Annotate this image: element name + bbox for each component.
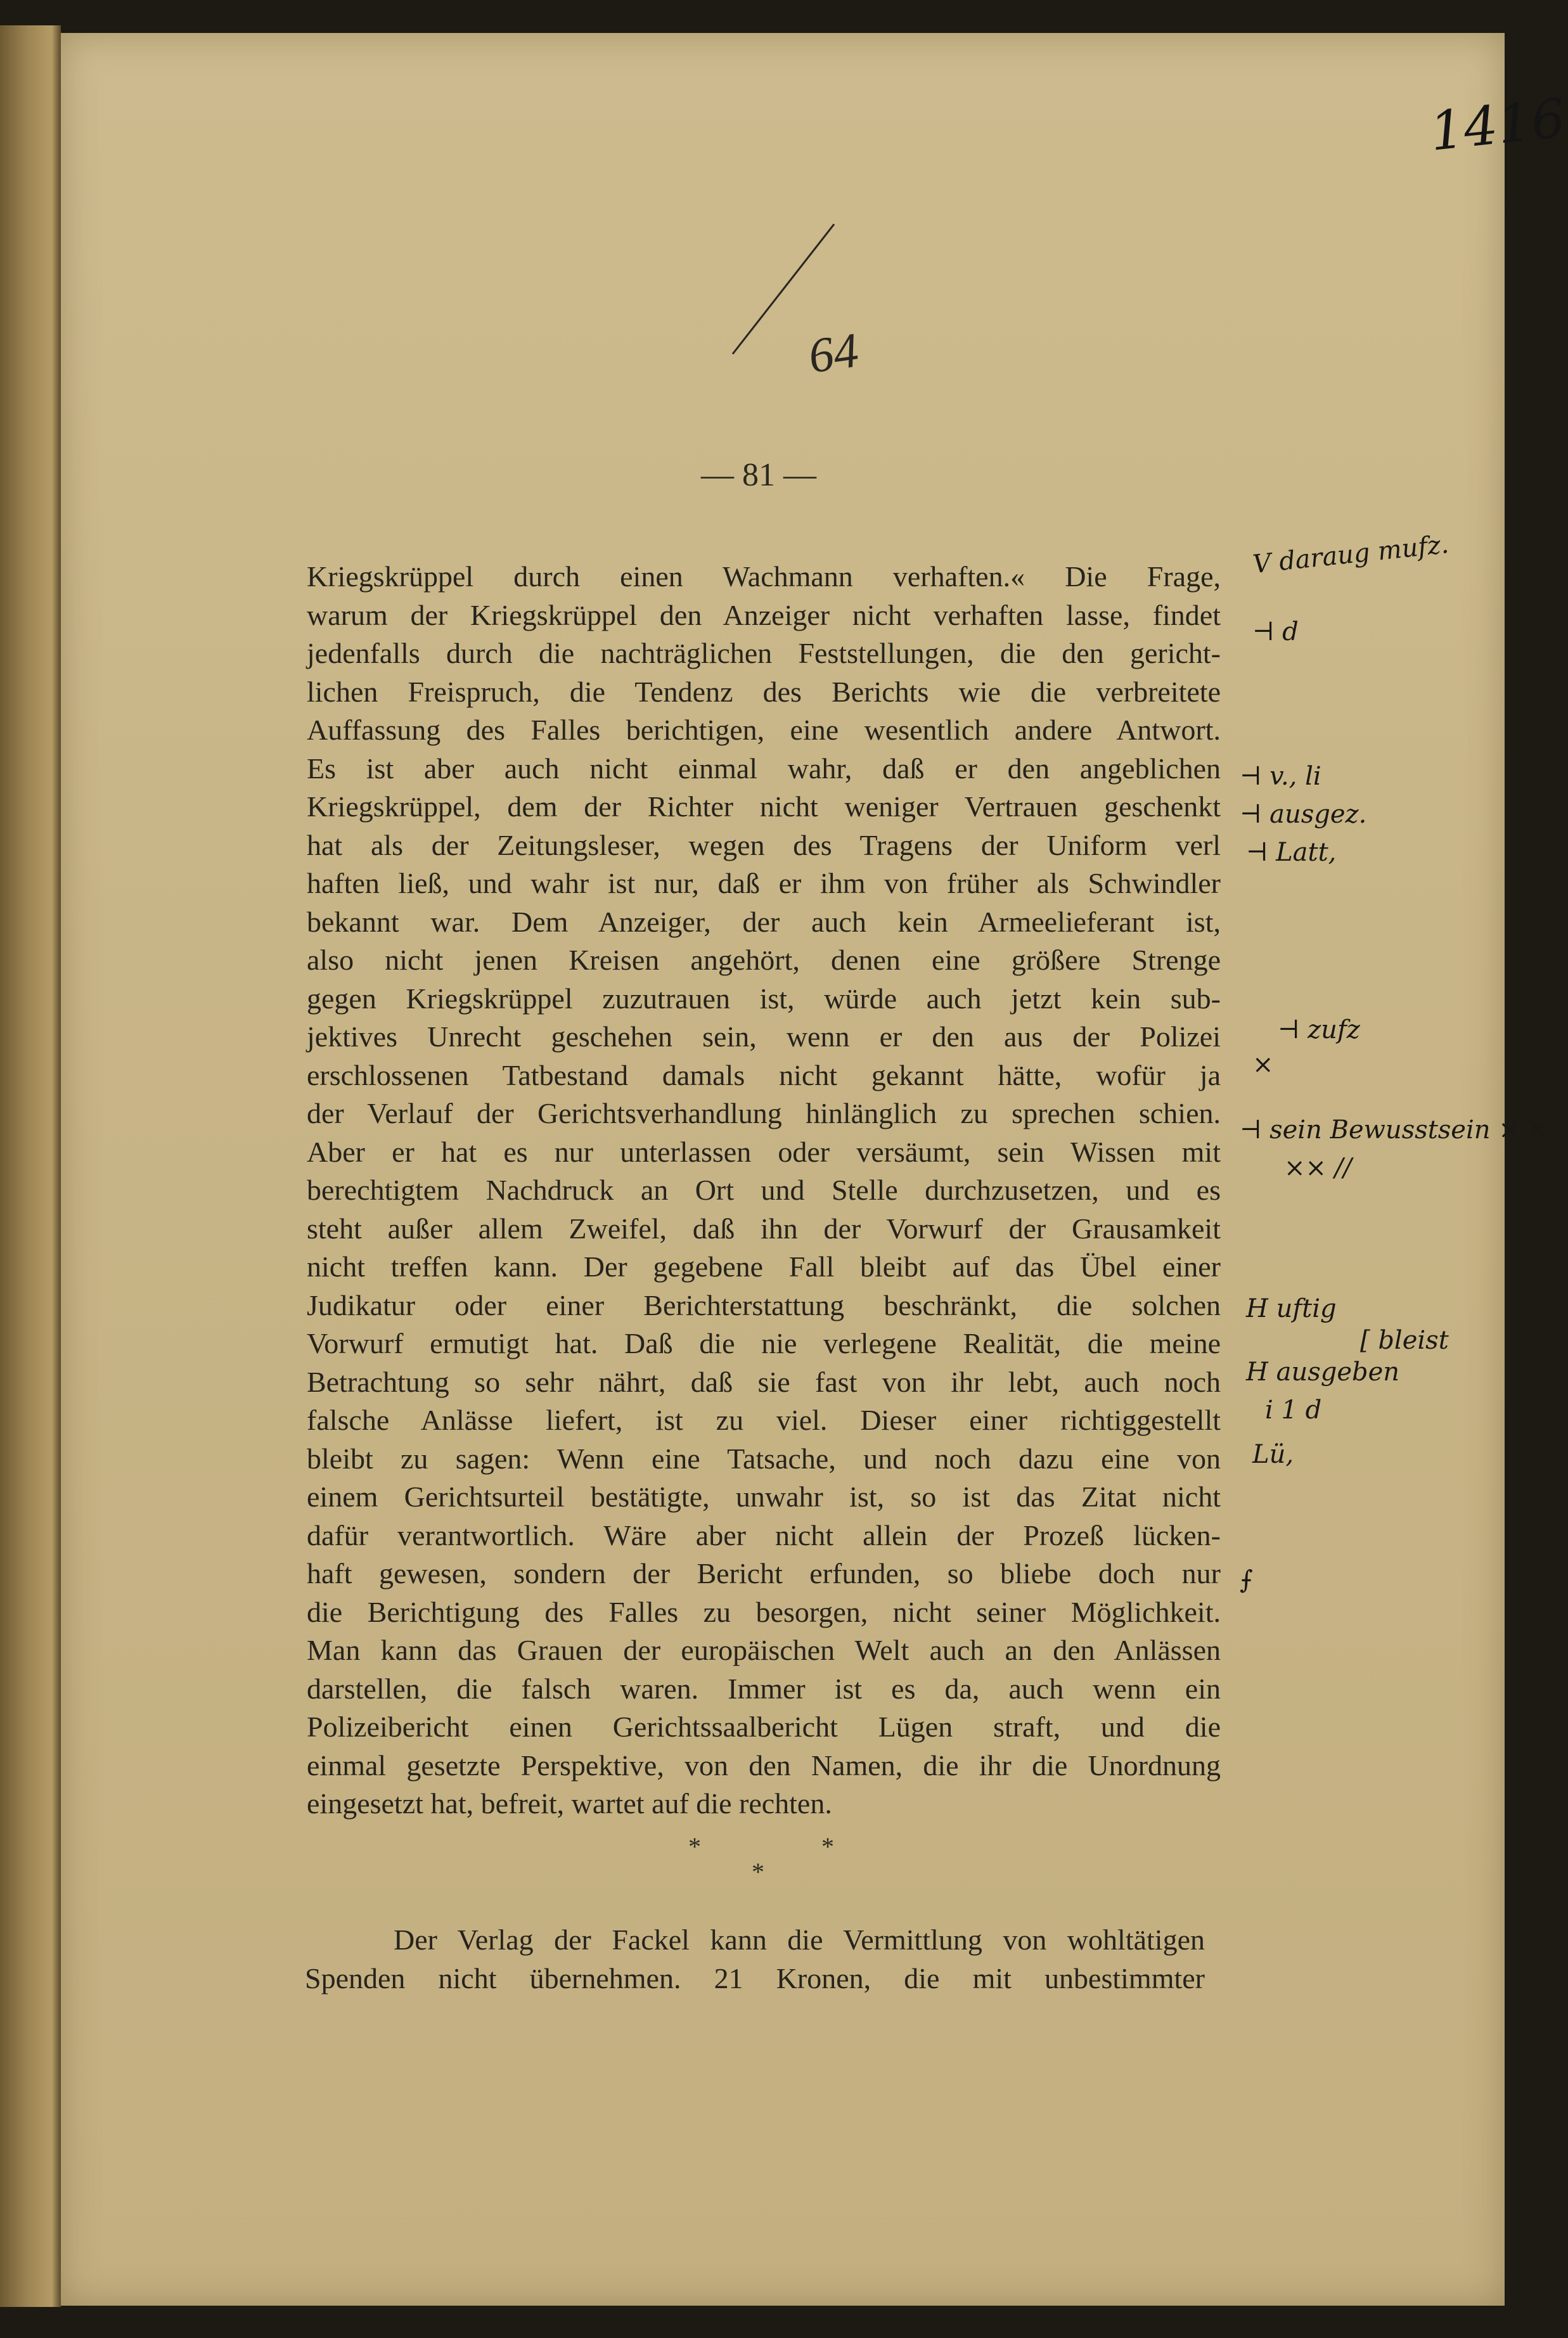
text-line: berechtigtem Nachdruck an Ort und Stelle durchzusetzen, und es	[307, 1174, 1221, 1206]
text-line: der Verlauf der Gerichtsverhandlung hinlänglich zu sprechen schien.	[307, 1097, 1221, 1129]
margin-note: ×	[1252, 1050, 1274, 1079]
text-line: Auffassung des Falles berichtigen, eine wesentlich andere Antwort.	[307, 714, 1221, 746]
text-line: also nicht jenen Kreisen angehört, denen eine größere Strenge	[307, 944, 1221, 976]
text-line: bekannt war. Dem Anzeiger, der auch kein Armeelieferant ist,	[307, 905, 1221, 938]
text-line: Man kann das Grauen der europäischen Welt auch an den Anlässen	[307, 1634, 1221, 1666]
text-line: erschlossenen Tatbestand damals nicht gekannt hätte, wofür ja	[307, 1058, 1221, 1091]
text-line: haft gewesen, sondern der Bericht erfunden, so bliebe doch nur	[307, 1557, 1221, 1590]
margin-note: ⊣ Latt,	[1246, 838, 1337, 867]
margin-note: V daraug mufz.	[1251, 529, 1450, 580]
text-line: eingesetzt hat, befreit, wartet auf die rechten.	[307, 1787, 832, 1820]
text-line: hat als der Zeitungsleser, wegen des Tragens der Uniform verl	[307, 828, 1221, 861]
text-line: einmal gesetzte Perspektive, von den Namen, die ihr die Unordnung	[307, 1749, 1221, 1782]
text-line: falsche Anlässe liefert, ist zu viel. Dieser einer richtiggestellt	[307, 1404, 1221, 1436]
margin-note: H uftig	[1246, 1294, 1337, 1323]
pencil-page-number: 64	[805, 322, 862, 384]
document-page	[61, 33, 1568, 2306]
notice-line: Der Verlag der Fackel kann die Vermittlung von wohltätigen	[394, 1924, 1205, 1956]
publisher-notice	[305, 1920, 1205, 1998]
text-line: jedenfalls durch die nachträglichen Feststellungen, die den gericht-	[307, 637, 1221, 669]
text-line: dafür verantwortlich. Wäre aber nicht allein der Prozeß lücken-	[307, 1519, 1221, 1551]
margin-note: Lü,	[1252, 1440, 1294, 1469]
margin-note: ⊣ d	[1252, 617, 1299, 646]
text-line: jektives Unrecht geschehen sein, wenn er den aus der Polizei	[307, 1020, 1221, 1053]
margin-note: ⊣ ausgez.	[1240, 800, 1367, 829]
margin-note: H ausgeben	[1246, 1358, 1400, 1387]
text-line: warum der Kriegskrüppel den Anzeiger nicht verhaften lasse, findet	[307, 598, 1221, 631]
text-line: einem Gerichtsurteil bestätigte, unwahr ist, so ist das Zitat nicht	[307, 1481, 1221, 1513]
text-line: Betrachtung so sehr nährt, daß sie fast von ihr lebt, auch noch	[307, 1365, 1221, 1398]
margin-note: ⊣ sein Bewusstsein × ×	[1240, 1115, 1549, 1145]
page-number: — 81 —	[701, 457, 816, 493]
text-line: bleibt zu sagen: Wenn eine Tatsache, und noch dazu eine von	[307, 1442, 1221, 1475]
text-line: gegen Kriegskrüppel zuzutrauen ist, würde auch jetzt kein sub-	[307, 982, 1221, 1015]
margin-note: [ bleist	[1360, 1326, 1449, 1355]
text-line: darstellen, die falsch waren. Immer ist es da, auch wenn ein	[307, 1672, 1221, 1705]
text-line: Kriegskrüppel durch einen Wachmann verhaften.« Die Frage,	[307, 560, 1221, 593]
margin-note: ⊣ v., li	[1240, 762, 1321, 791]
margin-note: ⊣ zufz	[1278, 1015, 1360, 1044]
text-line: Aber er hat es nur unterlassen oder versäumt, sein Wissen mit	[307, 1135, 1221, 1168]
body-text	[307, 558, 1221, 1823]
text-line: Es ist aber auch nicht einmal wahr, daß er den angeblichen	[307, 752, 1221, 785]
margin-note: ⨍	[1240, 1565, 1253, 1595]
notice-line: Spenden nicht übernehmen. 21 Kronen, die mit unbestimmter	[305, 1962, 1205, 1994]
text-line: nicht treffen kann. Der gegebene Fall bleibt auf das Übel einer	[307, 1250, 1221, 1283]
section-asterism: * *	[688, 1832, 891, 1861]
margin-note: i 1 d	[1265, 1396, 1322, 1425]
text-line: Judikatur oder einer Berichterstattung beschränkt, die solchen	[307, 1288, 1221, 1321]
text-line: haften ließ, und wahr ist nur, daß er ihm von früher als Schwindler	[307, 867, 1221, 899]
text-line: Kriegskrüppel, dem der Richter nicht weniger Vertrauen geschenkt	[307, 790, 1221, 823]
text-line: Vorwurf ermutigt hat. Daß die nie verlegene Realität, die meine	[307, 1327, 1221, 1359]
archive-number: 1416	[1427, 87, 1568, 163]
left-page-edge	[0, 25, 61, 2307]
text-line: die Berichtigung des Falles zu besorgen, nicht seiner Möglichkeit.	[307, 1595, 1221, 1628]
text-line: steht außer allem Zweifel, daß ihn der Vorwurf der Grausamkeit	[307, 1212, 1221, 1245]
margin-note: ×× //	[1284, 1153, 1352, 1183]
text-line: Polizeibericht einen Gerichtssaalbericht Lügen straft, und die	[307, 1711, 1221, 1743]
text-line: lichen Freispruch, die Tendenz des Berichts wie die verbreitete	[307, 675, 1221, 708]
section-asterism-center: *	[752, 1858, 764, 1886]
